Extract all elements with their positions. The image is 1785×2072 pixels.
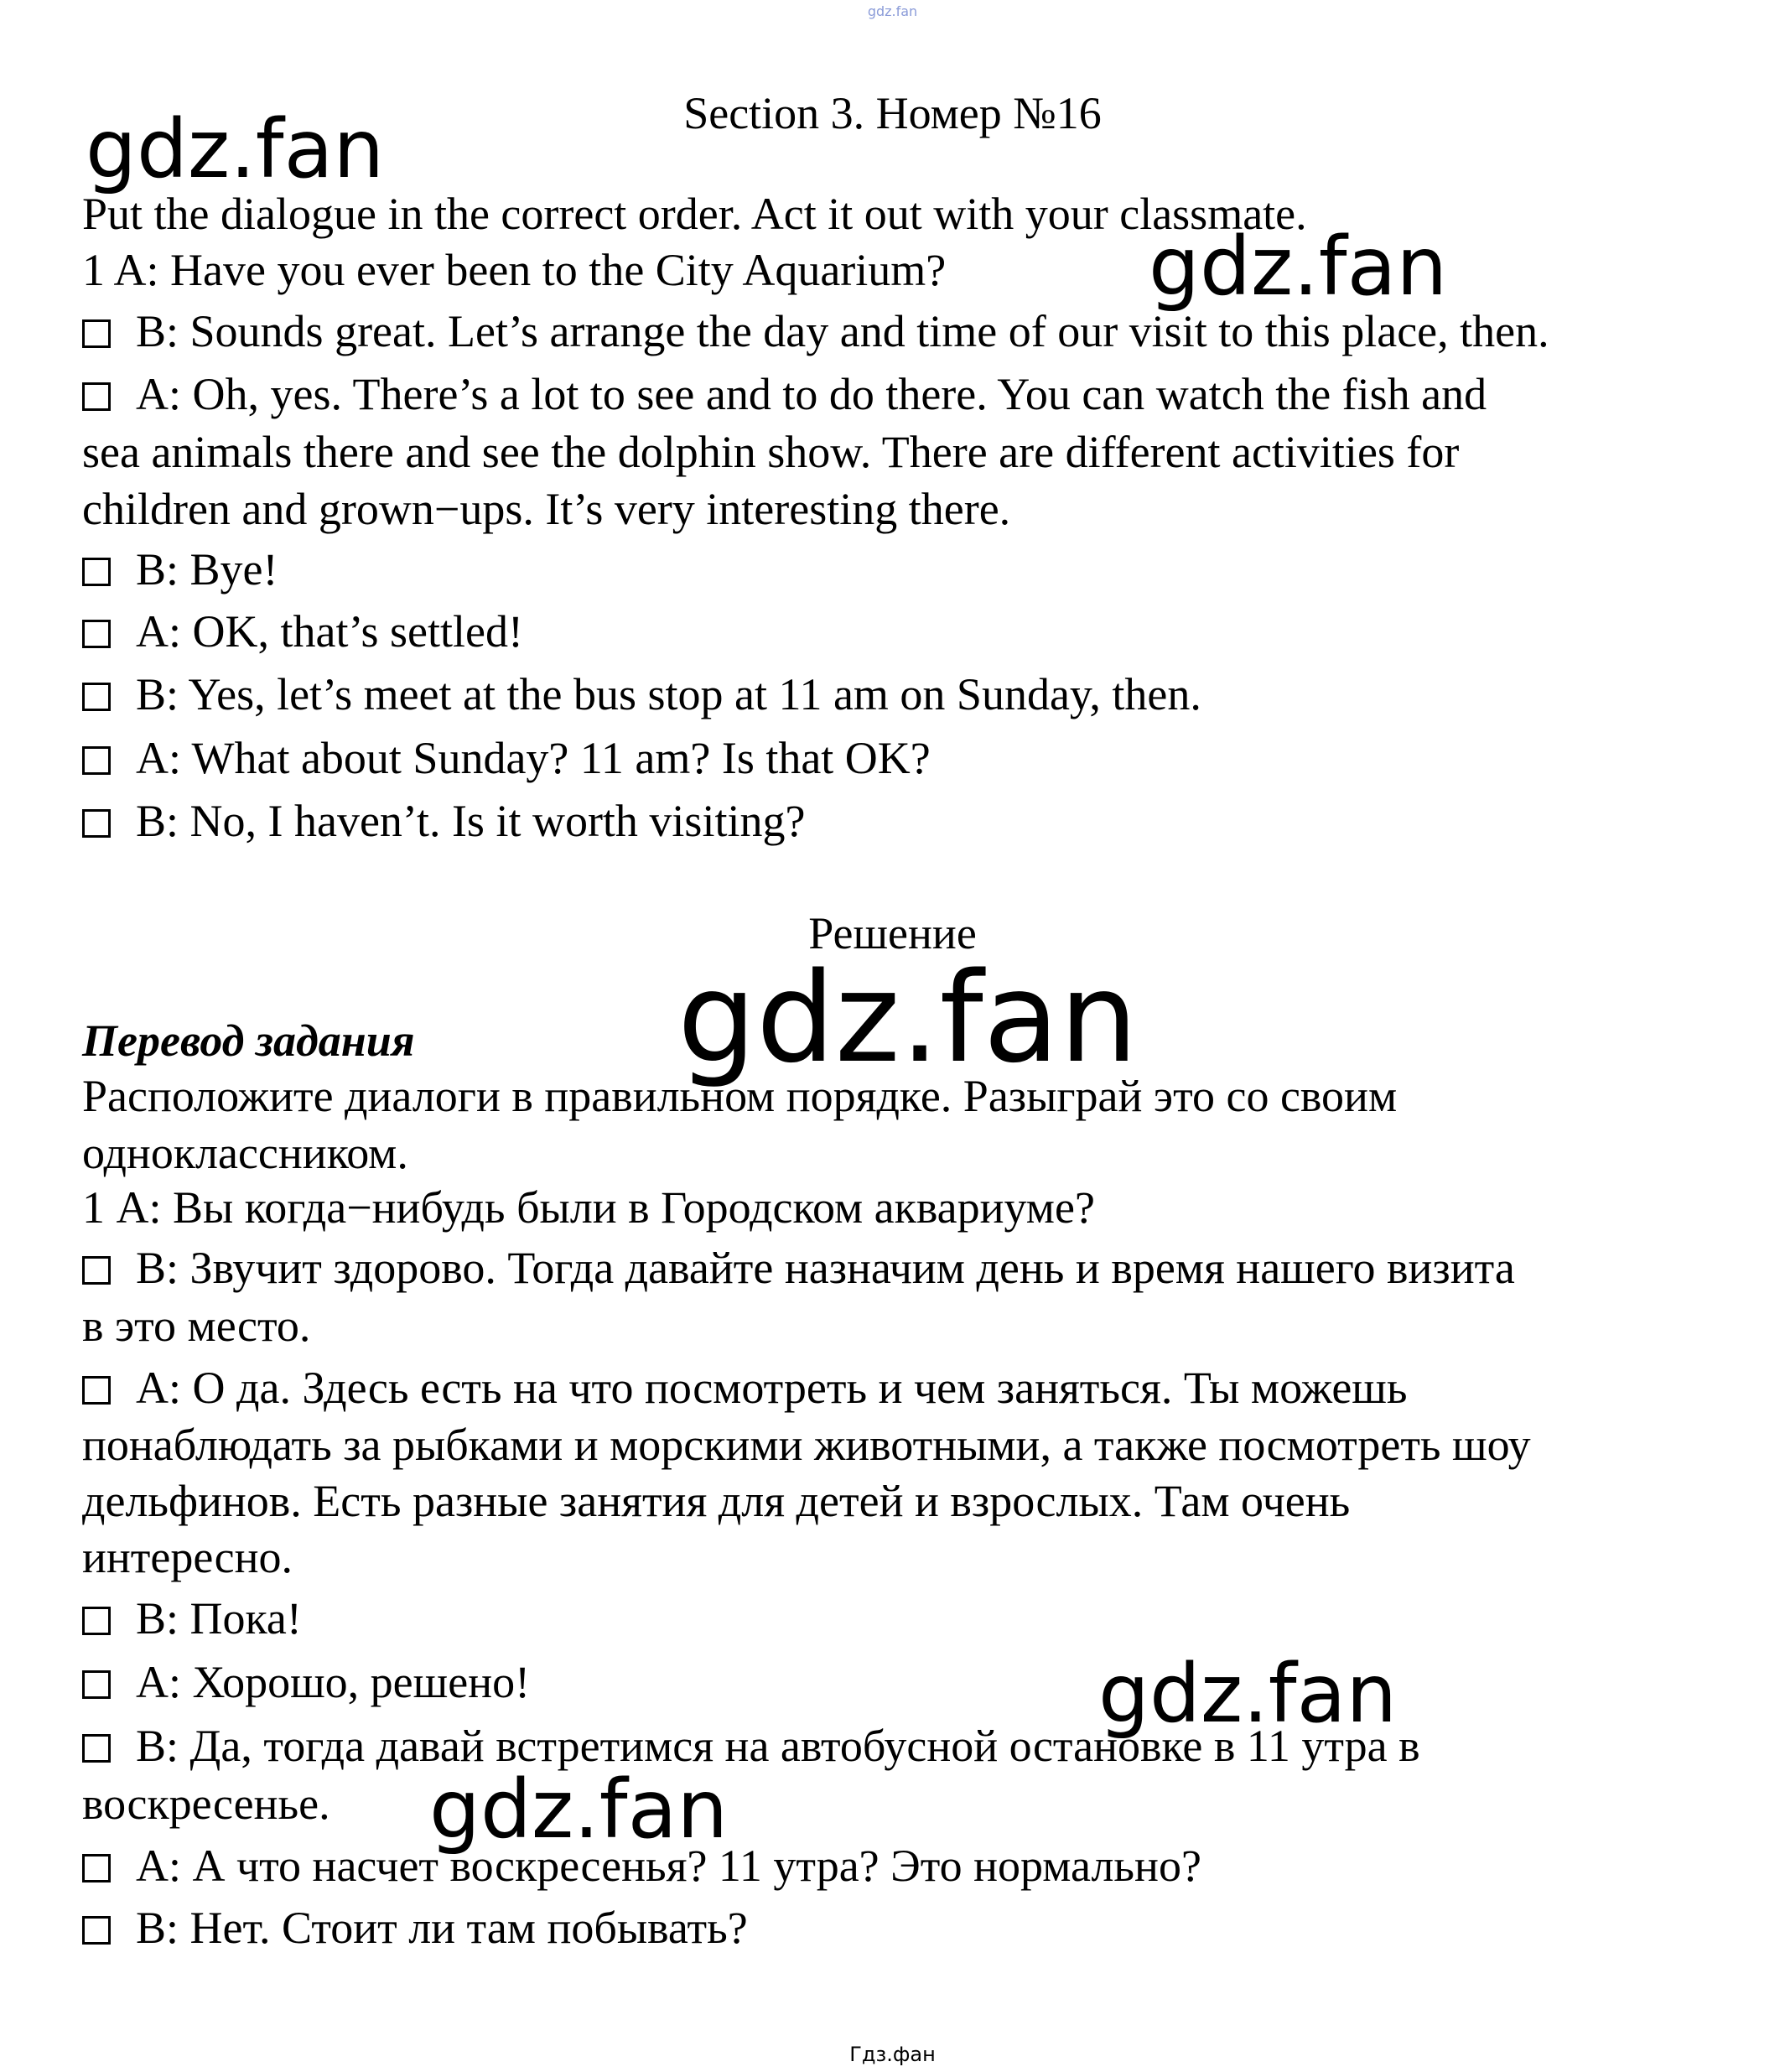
footer-text: Гдз.фан [849, 2043, 936, 2066]
watermark-logo: gdz.fan [429, 1763, 729, 1856]
checkbox-icon [82, 1376, 111, 1405]
checkbox-icon [82, 1607, 111, 1635]
watermark-logo: gdz.fan [677, 946, 1139, 1090]
page-title: Section 3. Номер №16 [683, 88, 1102, 138]
checkbox-icon [82, 620, 111, 648]
solution-instruction-continuation: одноклассником. [82, 1128, 408, 1178]
list-item-continuation: воскресенье. [82, 1779, 330, 1829]
list-item: B: No, I haven’t. Is it worth visiting? [82, 798, 805, 844]
list-item: B: Пока! [82, 1596, 302, 1641]
solution-heading: Решение [808, 908, 977, 958]
list-item: А: А что насчет воскресенья? 11 утра? Это нормально? [82, 1843, 1201, 1888]
list-item: A: OK, that’s settled! [82, 609, 523, 654]
checkbox-icon [82, 1916, 111, 1945]
watermark-logo: gdz.fan [86, 102, 385, 196]
checkbox-icon [82, 809, 111, 838]
list-item: B: Bye! [82, 547, 278, 592]
checkbox-icon [82, 1256, 111, 1285]
list-item-continuation: дельфинов. Есть разные занятия для детей и взрослых. Там очень [82, 1476, 1351, 1526]
checkbox-icon [82, 1854, 111, 1882]
list-item-continuation: sea animals there and see the dolphin show. There are different activities for [82, 427, 1460, 477]
list-item-continuation: в это место. [82, 1301, 311, 1351]
checkbox-icon [82, 558, 111, 586]
list-item: B: Звучит здорово. Тогда давайте назначим день и время нашего визита [82, 1245, 1515, 1290]
checkbox-icon [82, 1670, 111, 1699]
watermark-logo: gdz.fan [1098, 1647, 1398, 1741]
list-item-continuation: понаблюдать за рыбками и морскими животными, а также посмотреть шоу [82, 1420, 1531, 1470]
list-item: B: Sounds great. Let’s arrange the day and time of our visit to this place, then. [82, 309, 1549, 354]
list-item: A: What about Sunday? 11 am? Is that OK? [82, 735, 931, 781]
checkbox-icon [82, 319, 111, 348]
translation-heading: Перевод задания [82, 1015, 415, 1066]
list-item: A: Oh, yes. There’s a lot to see and to do there. You can watch the fish and [82, 371, 1487, 417]
checkbox-icon [82, 683, 111, 711]
top-watermark: gdz.fan [867, 3, 918, 19]
checkbox-icon [82, 1734, 111, 1763]
solution-instruction: Расположите диалоги в правильном порядке. Разыграй это со своим [82, 1071, 1398, 1121]
checkbox-icon [82, 382, 111, 411]
list-item: А: О да. Здесь есть на что посмотреть и чем заняться. Ты можешь [82, 1365, 1408, 1410]
watermark-logo: gdz.fan [1149, 220, 1448, 314]
list-item: B: Yes, let’s meet at the bus stop at 11 am on Sunday, then. [82, 672, 1201, 717]
checkbox-icon [82, 746, 111, 775]
list-item: А: Хорошо, решено! [82, 1659, 530, 1705]
list-item-continuation: интересно. [82, 1532, 293, 1582]
solution-first-line: 1 А: Вы когда−нибудь были в Городском аквариуме? [82, 1182, 1095, 1233]
list-item: B: Нет. Стоит ли там побывать? [82, 1905, 748, 1950]
task-instruction: Put the dialogue in the correct order. Act it out with your classmate. [82, 189, 1307, 239]
list-item-continuation: children and grown−ups. It’s very interesting there. [82, 484, 1011, 534]
task-first-line: 1 A: Have you ever been to the City Aquarium? [82, 245, 947, 295]
list-item: B: Да, тогда давай встретимся на автобусной остановке в 11 утра в [82, 1723, 1420, 1768]
